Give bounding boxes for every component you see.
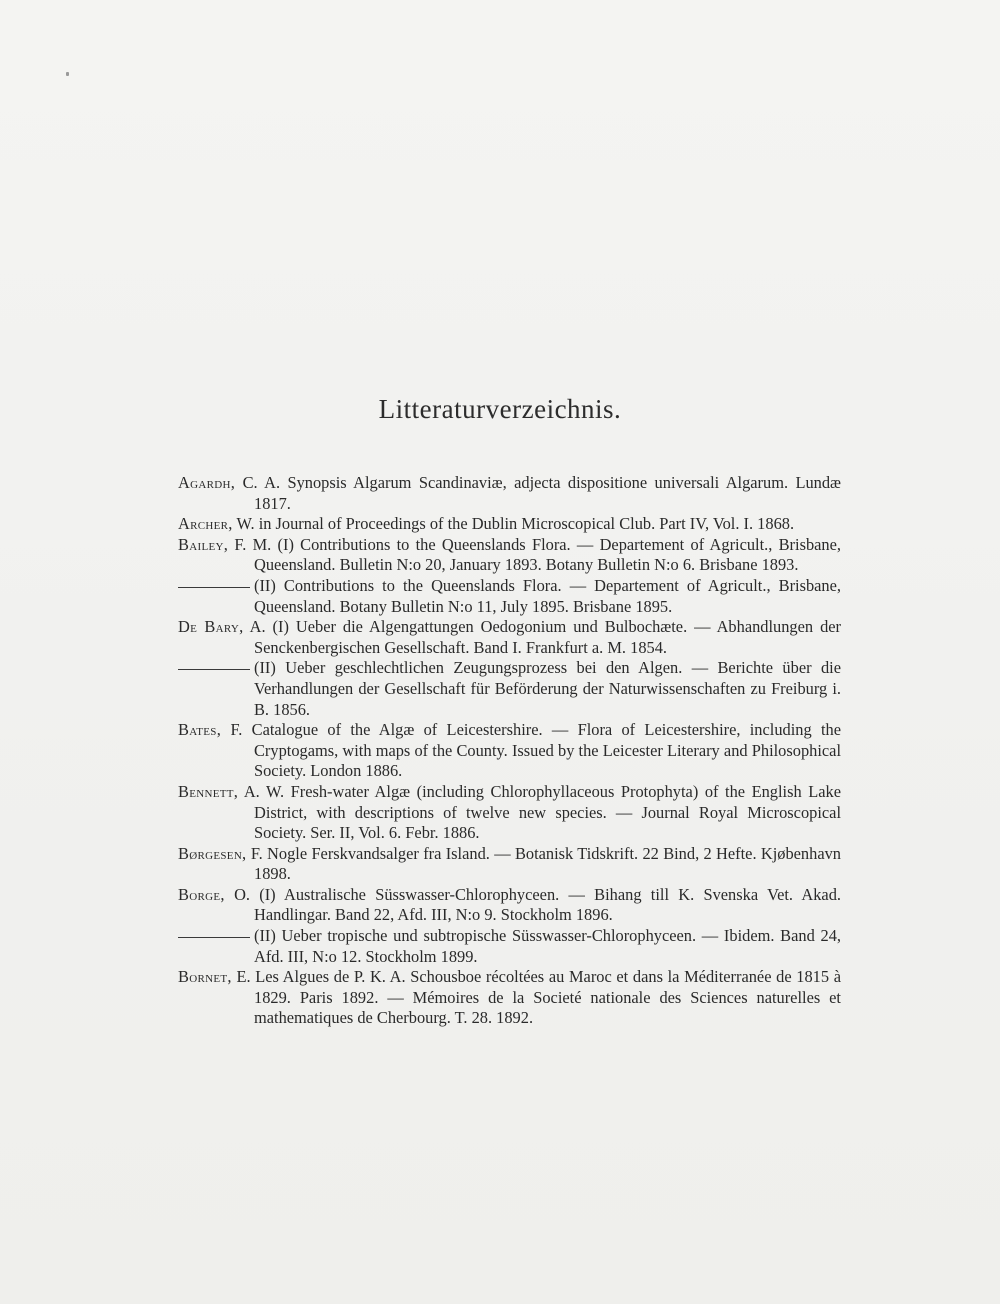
bibliography-entry	[178, 782, 841, 844]
entry-text: F. M. (I) Contributions to the Queenslands Flora. — Departement of Agricult., Brisbane, Queensland. Bulletin N:o 20, January 1893. Botany Bulletin N:o 6. Brisbane 1893.	[234, 534, 841, 575]
page-title: Litteraturverzeichnis.	[378, 394, 622, 424]
entry-text: W. in Journal of Proceedings of the Dublin Microscopical Club. Part IV, Vol. I. 1868.	[236, 514, 795, 534]
entry-text: A. W. Fresh-water Algæ (including Chlorophyllaceous Protophyta) of the English Lake District, with descriptions of twelve new species. — Journal Royal Microscopical Society. Ser. II, Vol. 6. Febr. 1886.	[243, 781, 841, 843]
entry-text: (II) Ueber geschlechtlichen Zeugungsprozess bei den Algen. — Berichte über die Verhandlungen der Gesellschaft für Beförderung der Naturwissenschaften zu Freiburg i. B. 1856.	[254, 658, 841, 719]
entry-text: A. (I) Ueber die Algengattungen Oedogonium und Bulbochæte. — Abhandlungen der Senckenbergischen Gesellschaft. Band I. Frankfurt a. M. 1854.	[249, 617, 841, 657]
entry-author: Borge,	[178, 884, 225, 904]
ditto-dash	[178, 669, 250, 670]
entry-author: Archer,	[178, 514, 233, 534]
ditto-dash	[178, 587, 250, 588]
entry-text: O. (I) Australische Süsswasser-Chlorophyceen. — Bihang till K. Svenska Vet. Akad. Handlingar. Band 22, Afd. III, N:o 9. Stockholm 1896.	[234, 884, 841, 925]
entry-text: C. A. Synopsis Algarum Scandinaviæ, adjecta dispositione universali Algarum. Lundæ 1817.	[242, 473, 841, 513]
entry-text: (II) Contributions to the Queenslands Flora. — Departement of Agricult., Brisbane, Queensland. Botany Bulletin N:o 11, July 1895. Brisbane 1895.	[254, 575, 841, 616]
entry-author: Bailey,	[178, 534, 229, 554]
bibliography-entry	[178, 720, 841, 782]
entry-text: F. Catalogue of the Algæ of Leicestershire. — Flora of Leicestershire, including the Cryptogams, with maps of the County. Issued by the Leicester Literary and Philosophical Society. London 1886.	[230, 720, 841, 781]
entry-author: Bornet,	[178, 967, 232, 987]
bibliography-entry	[178, 576, 841, 617]
bibliography-entry	[178, 885, 841, 926]
bibliography-entry	[178, 473, 841, 514]
entry-author: Børgesen,	[178, 843, 247, 863]
speck-mark	[66, 72, 69, 76]
bibliography-entry	[178, 967, 841, 1029]
bibliography-entry	[178, 926, 841, 967]
bibliography-entry	[178, 844, 841, 885]
entry-text: (II) Ueber tropische und subtropische Süsswasser-Chlorophyceen. — Ibidem. Band 24, Afd. III, N:o 12. Stockholm 1899.	[254, 926, 841, 966]
entry-author: Bennett,	[178, 781, 239, 801]
entry-text: E. Les Algues de P. K. A. Schousboe récoltées au Maroc et dans la Méditerranée de 1815 à 1829. Paris 1892. — Mémoires de la Societé nationale des Sciences naturelles et mathematiques de Cherbourg. T. 28. 1892.	[236, 967, 841, 1028]
entry-author: Agardh,	[178, 473, 236, 492]
entry-author: De Bary,	[178, 617, 244, 637]
entry-author: Bates,	[178, 720, 222, 740]
bibliography-entry	[178, 535, 841, 576]
bibliography-entry	[178, 514, 841, 535]
bibliography-list	[178, 473, 841, 1029]
ditto-dash	[178, 937, 250, 938]
bibliography-entry	[178, 658, 841, 720]
bibliography-entry	[178, 617, 841, 658]
entry-text: F. Nogle Ferskvandsalger fra Island. — Botanisk Tidskrift. 22 Bind, 2 Hefte. Kjøbenhavn 1898.	[250, 843, 841, 884]
